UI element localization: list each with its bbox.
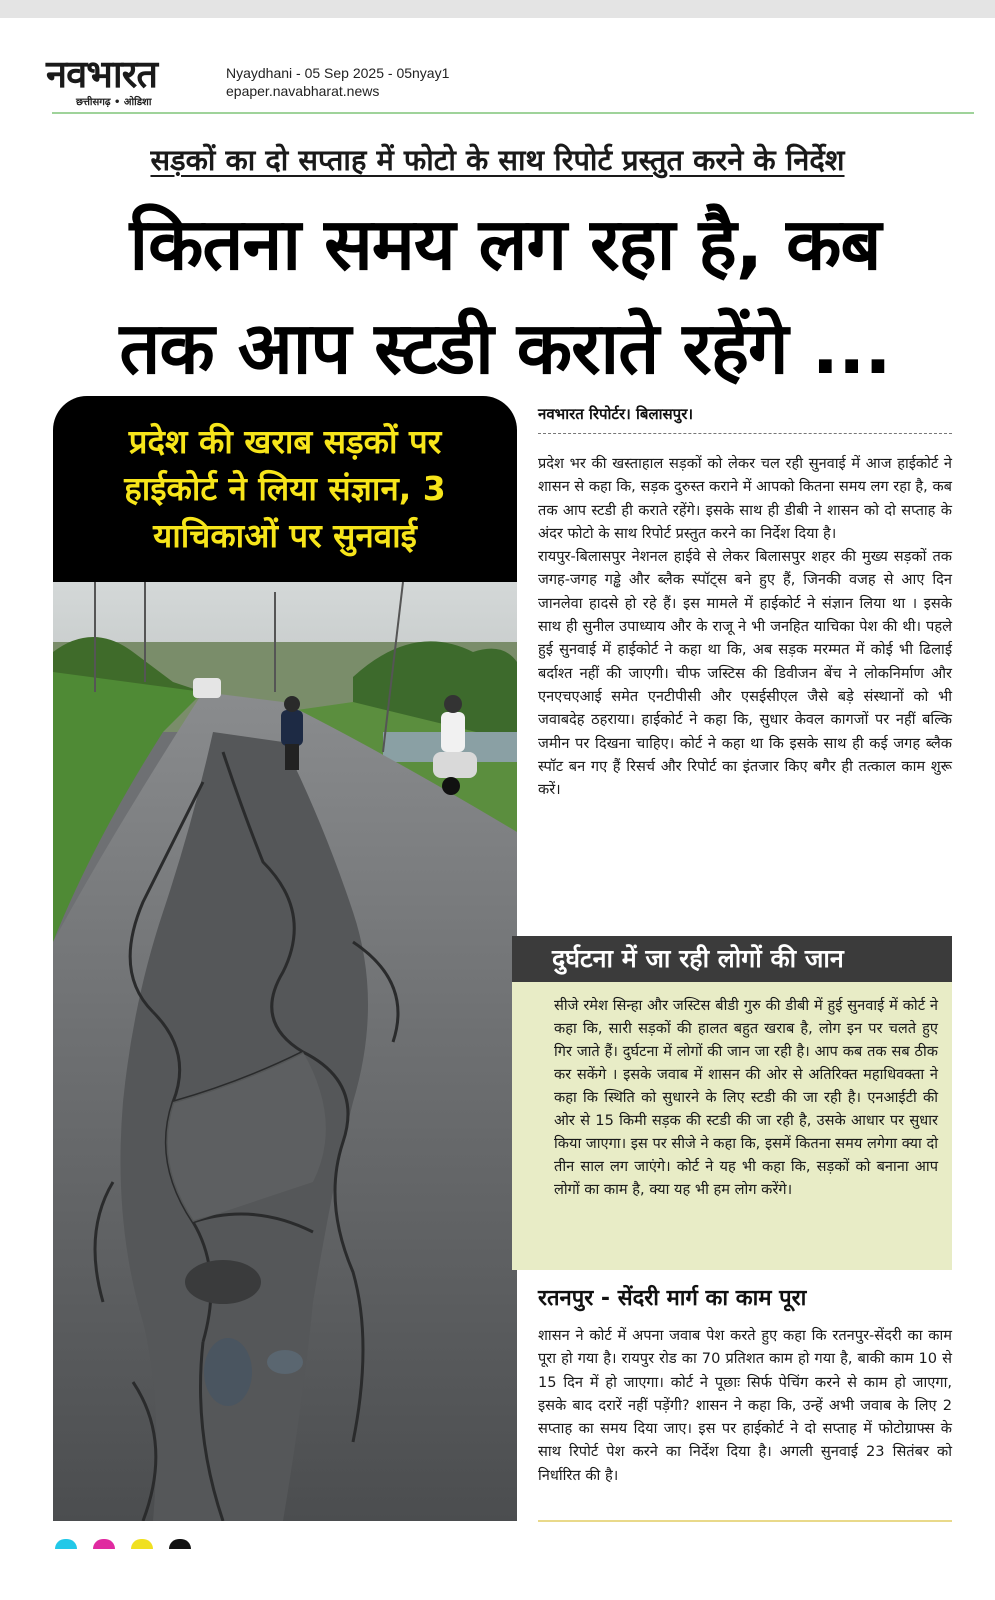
kicker [0,140,995,179]
paragraph-2: रायपुर-बिलासपुर नेशनल हाईवे से लेकर बिलासपुर शहर की मुख्य सड़कों तक जगह-जगह गड्ढे और ब्लैक स्पॉट्स बने हुए हैं, जिनकी वजह से आए दिन जानलेवा हादसे हो रहे हैं। इस मामले में हाईकोर्ट ने संज्ञान लिया था । इसके साथ ही सुनील उपाध्याय और के राजू ने भी जनहित याचिका पेश की थी। पहले हुई सुनवाई में हाईकोर्ट ने कहा था कि, अब सड़क मरम्मत में कोई भी ढिलाई बर्दाश्त नहीं की जाएगी। चीफ जस्टिस की डिवीजन बेंच ने लोकनिर्माण और एनएचएआई समेत एनटीपीसी और एसईसीएल जैसे बड़े संस्थानों को भी जवाबदेह ठहराया। हाईकोर्ट ने कहा कि, सुधार केवल कागजों पर नहीं बल्कि जमीन पर दिखना चाहिए। कोर्ट ने कहा था कि इसके साथ ही कई जगह ब्लैक स्पॉट बन गए हैं रिसर्च और रिपोर्ट का इंतजार किए बगैर ही तत्काल काम शुरू करें। [538,548,952,799]
edition-line: Nyaydhani - 05 Sep 2025 - 05nyay1 [226,65,450,81]
body-section-1 [538,452,952,801]
paragraph-4: शासन ने कोर्ट में अपना जवाब पेश करते हुए कहा कि रतनपुर-सेंदरी का काम पूरा हो गया है। रायपुर रोड का 70 प्रतिशत काम हो गया है, बाकी काम 10 से 15 दिन में हो जाएगा। कोर्ट ने पूछाः सिर्फ पेचिंग करने से काम हो जाएगा, इसके बाद दरारें नहीं पड़ेंगी? शासन ने कहा कि, उन्हें अभी जवाब के लिए 2 सप्ताह का समय दिया जाए। इस पर हाईकोर्ट ने दो सप्ताह में फोटोग्राफ्स के साथ रिपोर्ट पेश करने का निर्देश दिया है। अगली सुनवाई 23 सितंबर को निर्धारित की है। [538,1327,952,1484]
cyan-mark [55,1539,77,1549]
right-column [538,396,952,1521]
headline-line-1: कितना समय लग रहा है, कब [129,202,881,286]
headline-line-2: तक आप स्टडी कराते रहेंगे ... [119,306,891,390]
edition-info [226,64,449,100]
left-column [53,396,517,1521]
subhead-bar: दुर्घटना में जा रही लोगों की जान [512,936,952,982]
print-registration-marks [55,1536,205,1548]
yellow-mark [131,1539,153,1549]
deck-line-3: याचिकाओं पर सुनवाई [153,516,417,555]
car [193,678,221,698]
paragraph-3: सीजे रमेश सिन्हा और जस्टिस बीडी गुरु की डीबी में हुई सुनवाई में कोर्ट ने कहा कि, सारी सड़कों की हालत बहुत खराब है, लोग इन पर चलते हुए गिर जाते हैं। दुर्घटना में लोगों की जान जा रही है। आप कब तक सब ठीक कर सकेंगे । इसके जवाब में शासन की ओर से अतिरिक्त महाधिवक्ता ने कहा कि स्थिति को सुधारने के लिए स्टडी की जा रही है। एनआईटी की ओर से 15 किमी सड़क की स्टडी की जा रही है, उसके आधार पर सुधार किया जाएगा। इस पर सीजे ने कहा कि, इसमें कितना समय लगेगा क्या दो तीन साल लग जाएंगे। कोर्ट ने यह भी कहा कि, सड़कों को बनाना आप लोगों का काम है, क्या यह भी हम लोग करेंगे। [554,997,938,1198]
deck-box [53,396,517,582]
black-mark [169,1539,191,1549]
deck-line-1: प्रदेश की खराब सड़कों पर [128,422,442,461]
road-photo-illustration [53,582,517,1521]
bottom-rule [538,1520,952,1522]
logo-subtitle: छत्तीसगढ़ • ओडिशा [76,97,152,108]
subhead-2: रतनपुर - सेंदरी मार्ग का काम पूरा [538,1286,807,1311]
logo-text: नवभारत [46,52,157,96]
highlight-box [512,982,952,1270]
masthead [46,54,966,114]
site-link[interactable]: epaper.navabharat.news [226,83,380,99]
magenta-mark [93,1539,115,1549]
byline: नवभारत रिपोर्टर। बिलासपुर। [538,396,952,434]
masthead-rule [52,112,974,114]
headline [30,192,980,400]
deck-line-2: हाईकोर्ट ने लिया संज्ञान, 3 [124,469,446,508]
damaged-road-photo [53,582,517,1521]
body-section-3 [538,1324,952,1487]
top-band [0,0,995,18]
paragraph-1: प्रदेश भर की खस्ताहाल सड़कों को लेकर चल रही सुनवाई में आज हाईकोर्ट ने शासन से कहा कि, सड़क दुरुस्त कराने में आपको कितना समय लग रहा है, कब तक आप स्टडी ही कराते रहेंगे। इसके साथ ही डीबी ने शासन को दो सप्ताह के अंदर फोटो के साथ रिपोर्ट प्रस्तुत करने का निर्देश दिया है। [538,455,952,542]
kicker-text: सड़कों का दो सप्ताह में फोटो के साथ रिपोर्ट प्रस्तुत करने के निर्देश [150,143,845,177]
newspaper-logo [46,54,216,110]
